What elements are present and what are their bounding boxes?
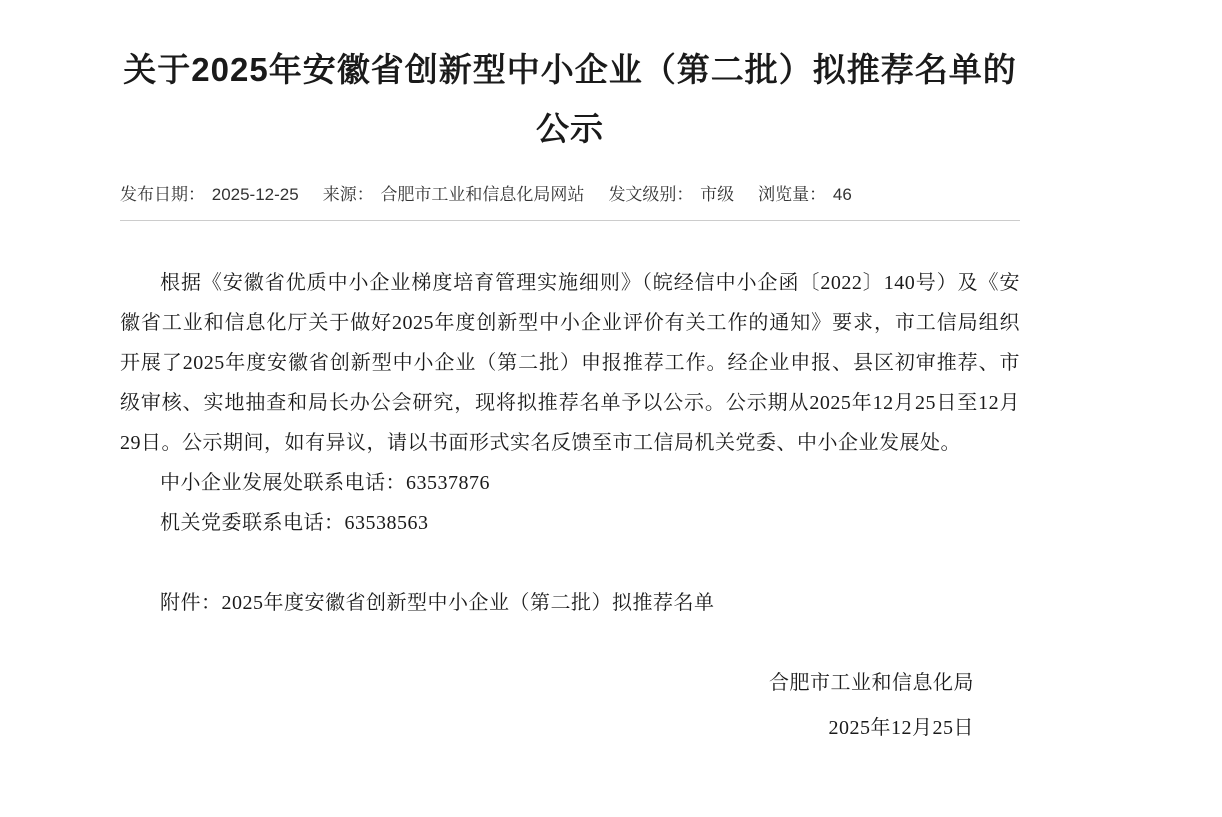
signature-date: 2025年12月25日 [828, 717, 974, 739]
doc-level-label: 发文级别： [608, 185, 694, 204]
source-item [323, 184, 585, 206]
views-item [758, 184, 852, 206]
contact-phone-party-committee: 机关党委联系电话：63538563 [160, 512, 429, 534]
source-value: 合肥市工业和信息化局网站 [380, 185, 585, 204]
views-count: 46 [832, 185, 852, 204]
publish-date-value: 2025-12-25 [211, 185, 299, 204]
doc-level-item [608, 184, 734, 206]
publish-date-label: 发布日期： [120, 185, 205, 204]
attachment-link[interactable]: 附件：2025年度安徽省创新型中小企业（第二批）拟推荐名单 [160, 592, 715, 614]
source-label: 来源： [322, 185, 374, 204]
doc-level-value: 市级 [700, 185, 735, 204]
signature-block [120, 661, 1020, 751]
views-label: 浏览量： [758, 185, 827, 204]
page-title: 关于2025年安徽省创新型中小企业（第二批）拟推荐名单的公示 [123, 51, 1017, 147]
header-divider [120, 220, 1020, 221]
contact-phone-smes: 中小企业发展处联系电话：63537876 [160, 472, 490, 494]
meta-bar [120, 184, 1020, 206]
article-body [120, 263, 1020, 751]
announcement-paragraph: 根据《安徽省优质中小企业梯度培育管理实施细则》（皖经信中小企函〔2022〕140号）及《安徽省工业和信息化厅关于做好2025年度创新型中小企业评价有关工作的通知》要求，市工信局组织开展了2025年度安徽省创新型中小企业（第二批）申报推荐工作。经企业申报、县区初审推荐、市级审核、实地抽查和局长办公会研究，现将拟推荐名单予以公示。公示期从2025年12月25日至12月29日。公示期间，如有异议，请以书面形式实名反馈至市工信局机关党委、中小企业发展处。 [120, 272, 1020, 454]
publish-date-item [120, 184, 299, 206]
signature-organization: 合肥市工业和信息化局 [769, 672, 974, 694]
